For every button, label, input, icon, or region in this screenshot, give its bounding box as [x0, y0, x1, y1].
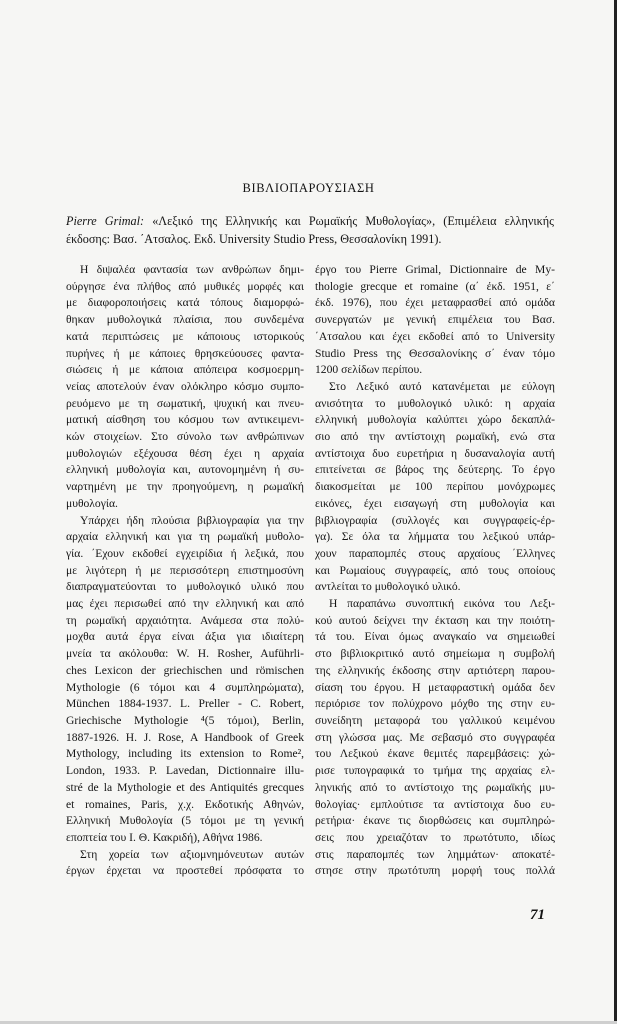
- text-line: έργο του Pierre Grimal, Dictionnaire de My-: [315, 263, 555, 276]
- citation-title: «Λεξικό της Ελληνικής και Ρωμαϊκής Μυθολογίας», (Επιμέλεια ελληνικής: [144, 214, 554, 228]
- text-line: σίαση του έργου. Η μεταφραστική ομάδα δεν: [315, 680, 555, 694]
- text-line: τά του. Είναι όμως αναγκαίο να σημειωθεί: [315, 630, 555, 644]
- text-line: εικόνες, έχει εισαγωγή στη μυθολογία και: [315, 496, 555, 510]
- text-line: Mythology, including its extension to Rome²,: [66, 747, 304, 761]
- text-line: 1200 σελίδων περίπου.: [315, 363, 423, 377]
- text-line: συνείδητη μεταφορά του γαλλικού κειμένου: [315, 713, 555, 727]
- text-line: 1887-1926. H. J. Rose, A Handbook of Greek: [66, 730, 304, 744]
- text-line: πυρήνες ή με κάποιες θρησκεύουσες φαντα-: [66, 346, 304, 360]
- text-line: μοχθα αυτά έργα είναι άξια για ιδιαίτερη: [66, 630, 304, 644]
- text-line: τη ρωμαϊκή αρχαιότητα. Ανάμεσα στα πολύ-: [66, 613, 304, 627]
- text-line: Ελληνική Μυθολογία (5 τόμοι με τη γενική: [66, 814, 304, 828]
- text-line: συνεργατών με γενική επιμέλεια του Βασ.: [315, 313, 555, 327]
- text-line: Στο Λεξικό αυτό κατανέμεται με εύλογη: [329, 379, 555, 393]
- text-line: κών στοιχείων. Στο σύνολο των ανθρώπινων: [66, 430, 304, 444]
- text-line: αντίστοιχα δυο ευρετήρια η δυσαναλογία αυτή: [315, 446, 555, 460]
- text-line: ληνικής από το αντίστοιχο της ρωμαϊκής μυ-: [315, 780, 555, 794]
- text-line: κατά περιπτώσεις με κάποιους ιστορικούς: [66, 329, 304, 343]
- left-column: [66, 262, 304, 880]
- text-line: ματική αίσθηση του κόσμου των αντικειμενι-: [66, 413, 304, 427]
- citation-author: Pierre Grimal:: [66, 214, 145, 228]
- text-line: διακοσμείται με 100 περίπου μονόχρωμες: [315, 480, 555, 494]
- text-line: μυθολογιών εξέχουσα θέση έχει η αρχαία: [66, 446, 304, 460]
- text-line: Griechische Mythologie ⁴(5 τόμοι), Berlin,: [66, 713, 304, 727]
- text-line: στις παραπομπές των λημμάτων· αποκατέ-: [315, 847, 555, 861]
- text-line: με διαφοροποιήσεις κατά τόπους διαμορφώ-: [66, 296, 304, 310]
- text-line: στη γλώσσα μας. Με σεβασμό στο συγγραφέα: [315, 730, 555, 744]
- text-line: μας έχει περισωθεί από την ελληνική και από: [66, 597, 304, 611]
- text-line: στο βιβλιοκριτικό αυτό σημείωμα η συμβολή: [315, 647, 555, 661]
- text-line: γία. ΄Εχουν εκδοθεί εγχειρίδια ή λεξικά, που: [66, 546, 304, 560]
- text-line: σιώσεις ή με κάποια απόπειρα κοσμοερμη-: [66, 363, 304, 377]
- text-line: Studio Press της Θεσσαλονίκης σ΄ έναν τόμο: [315, 346, 555, 360]
- text-line: ελληνική μυθολογία καλύπτει χώρο δεκαπλά-: [315, 413, 555, 427]
- page-number: 71: [530, 907, 545, 923]
- text-line: Η παραπάνω συνοπτική εικόνα του Λεξι-: [329, 597, 555, 611]
- text-line: Στη χορεία των αξιομνημόνευτων αυτών: [80, 847, 304, 861]
- text-line: ΄Ατσαλου και έχει εκδοθεί από το University: [315, 329, 555, 343]
- text-line: μνεία τα ακόλουθα: W. H. Rosher, Auführli-: [66, 647, 304, 661]
- text-line: μυθολογία.: [66, 496, 118, 510]
- text-line: London, 1933. P. Lavedan, Dictionnaire illu-: [66, 764, 304, 778]
- text-line: κού αυτού δείχνει την έκταση και την ποιότη-: [315, 613, 555, 627]
- text-line: ελληνική μυθολογία και, αυτονομημένη ή συ-: [66, 463, 304, 477]
- right-column: [315, 262, 555, 880]
- book-citation: [66, 213, 554, 248]
- text-line: ούργησε ένα πλήθος από μυθικές μορφές και: [66, 279, 304, 293]
- text-line: με λιγότερη ή με περισσότερη επιστημοσύνη: [66, 563, 304, 577]
- citation-publication: έκδοσης: Βασ. ΄Ατσαλος. Εκδ. University Studio Press, Θεσσαλονίκη 1991).: [66, 231, 442, 246]
- text-line: σιο από την αντίστοιχη ρωμαϊκή, ενώ στα: [315, 430, 555, 444]
- text-line: γα). Σε όλα τα λήμματα του λεξικού υπάρ-: [315, 530, 555, 544]
- text-line: θολογίας· εμπλούτισε τα αντίστοιχα δυο ευ-: [315, 797, 555, 811]
- text-line: στησε στην πρωτότυπη μορφή τους πολλά: [315, 864, 555, 878]
- text-line: Mythologie (6 τόμοι και 4 συμπληρώματα),: [66, 680, 304, 694]
- text-line: ρισε τυπογραφικά το τμήμα της αρχαίας ελ-: [315, 764, 555, 778]
- text-line: του Λεξικού έκανε θεμιτές παρεμβάσεις: χώ-: [315, 747, 555, 761]
- text-line: Η διψαλέα φαντασία των ανθρώπων δημι-: [80, 263, 304, 276]
- text-line: et romaines, Paris, χ.χ. Εκδοτικής Αθηνών,: [66, 797, 304, 811]
- text-line: επιτείνεται σε βάρος της δεύτερης. Το έργο: [315, 463, 555, 477]
- text-line: ρευόμενο με τη σωματική, ψυχική και πνευ-: [66, 396, 304, 410]
- text-line: München 1884-1937. L. Preller - C. Robert,: [66, 697, 304, 711]
- section-title: ΒΙΒΛΙΟΠΑΡΟΥΣΙΑΣΗ: [242, 181, 375, 195]
- text-line: διαπραγματεύονται το μυθολογικό υλικό που: [66, 580, 304, 594]
- text-line: stré de la Mythologie et des Antiquités grecques: [66, 780, 304, 794]
- text-line: Υπάρχει ήδη πλούσια βιβλιογραφία για την: [80, 513, 304, 527]
- text-line: νείας αποτελούν έναν ολόκληρο κόσμο συμπο-: [66, 379, 304, 393]
- text-line: thologie grecque et romaine (α΄ έκδ. 1951, ε΄: [315, 279, 555, 293]
- text-line: ναρτημένη με την προηγούμενη, η ρωμαϊκή: [66, 480, 304, 494]
- text-line: χουν παραπομπές στους αρχαίους ΄Ελληνες: [315, 546, 555, 560]
- text-line: της ελληνικής έκδοσης στην αρτιότερη παρου-: [315, 663, 555, 677]
- text-line: θηκαν μυθολογικά πλαίσια, που συνδεμένα: [66, 313, 304, 327]
- text-line: αντλείται το μυθολογικό υλικό.: [315, 580, 461, 594]
- text-line: αρχαία ελληνική και για τη ρωμαϊκή μυθολο-: [66, 530, 304, 544]
- text-line: και Ρωμαίους συγγραφείς, από τους οποίους: [315, 563, 555, 577]
- text-line: σεις που χρειαζόταν το πρωτότυπο, ιδίως: [315, 830, 555, 844]
- text-line: εποπτεία του Ι. Θ. Κακριδή), Αθήνα 1986.: [66, 830, 263, 844]
- text-line: ανισότητα το μυθολογικό υλικό: η αρχαία: [315, 396, 555, 410]
- text-line: έργων έρχεται να προστεθεί πρόσφατα το: [66, 864, 304, 878]
- text-line: βιβλιογραφία (συλλογές και συγγραφείς-έρ-: [315, 513, 555, 527]
- text-line: περιόρισε τον πολύχρονο μόχθο της στην ευ-: [315, 697, 555, 711]
- text-line: έκδ. 1976), που έχει μεταφρασθεί από ομάδα: [315, 296, 555, 310]
- text-line: ρετήρια· έκανε τις διορθώσεις και συμπληρώ-: [315, 814, 555, 828]
- text-line: ches Lexicon der griechischen und römischen: [66, 663, 304, 677]
